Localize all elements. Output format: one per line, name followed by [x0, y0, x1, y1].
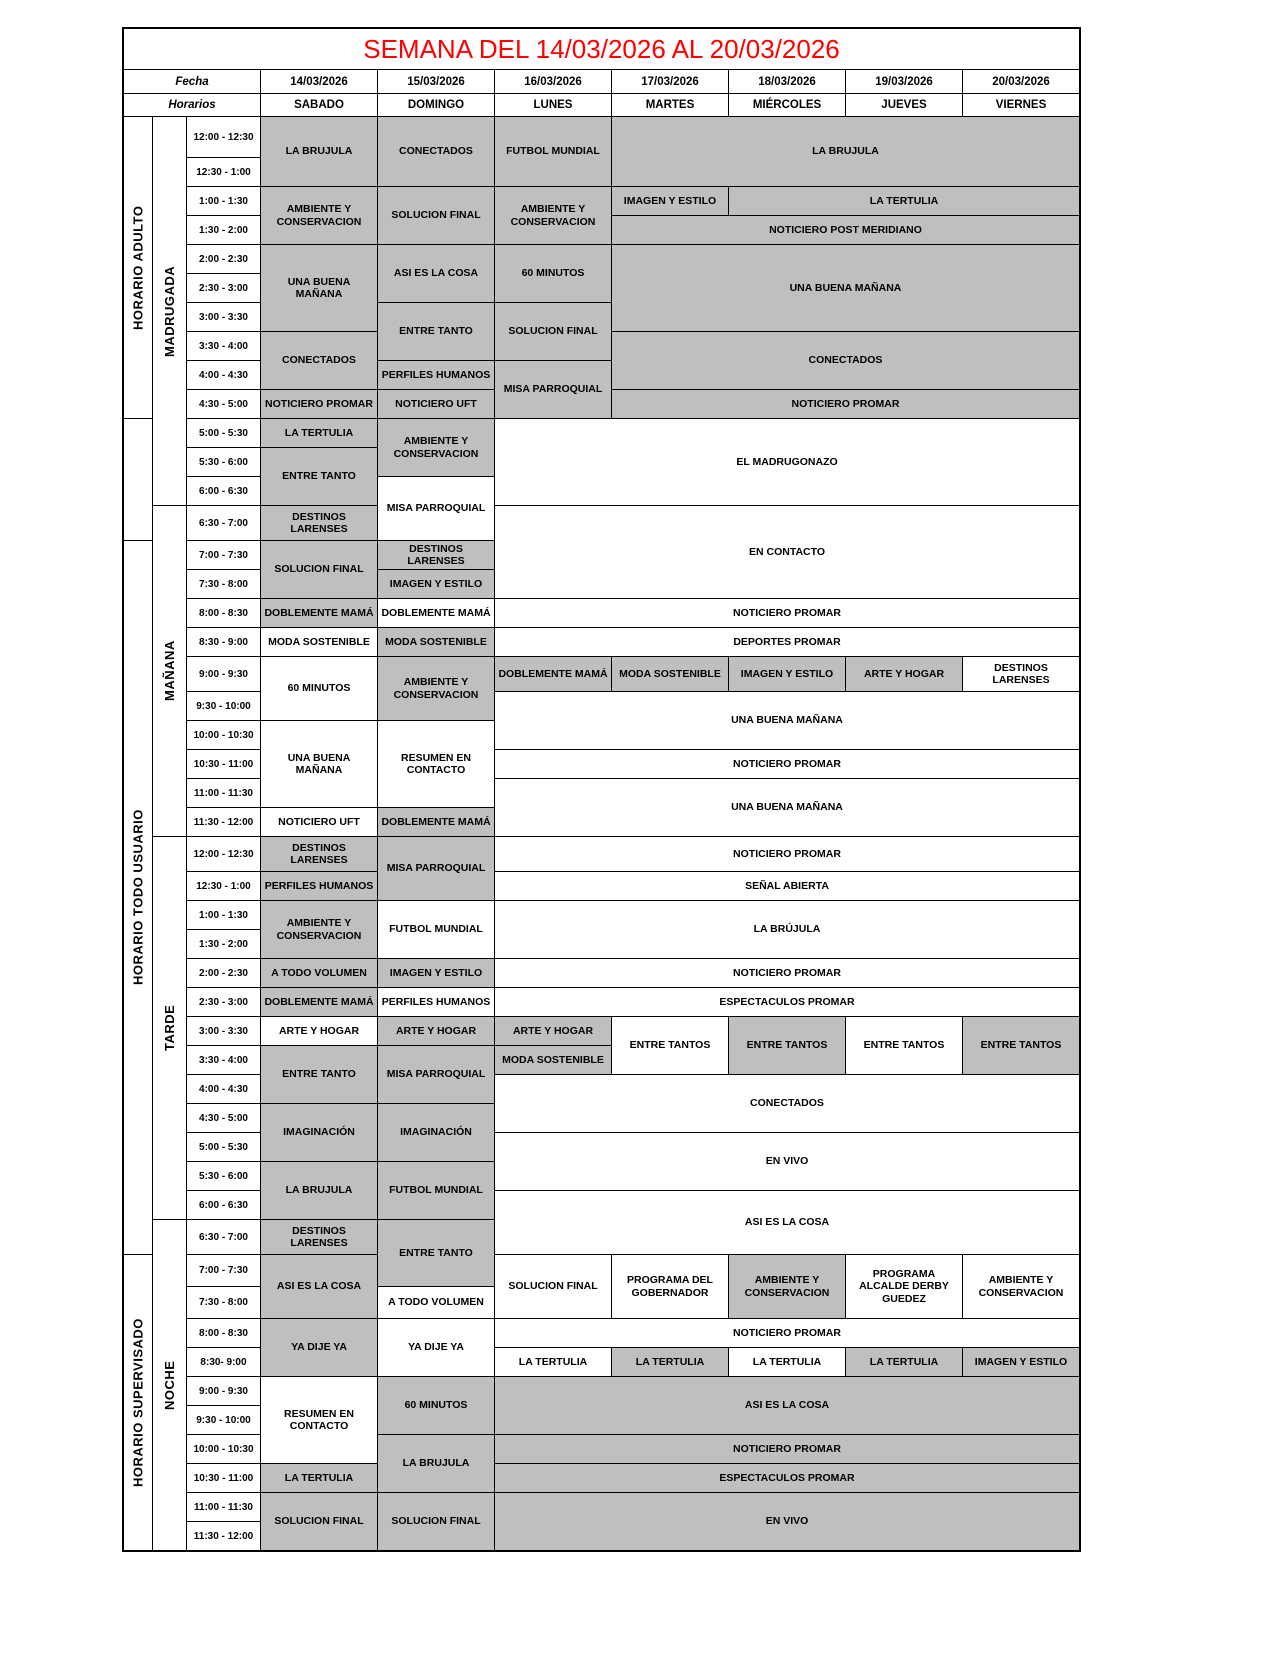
program-cell: SOLUCION FINAL — [378, 1493, 494, 1550]
time-cell: 3:30 - 4:00 — [187, 1046, 260, 1074]
time-cell: 2:00 - 2:30 — [187, 959, 260, 987]
program-cell: PERFILES HUMANOS — [378, 988, 494, 1016]
program-cell: LA BRÚJULA — [495, 901, 1079, 958]
time-cell: 3:30 - 4:00 — [187, 332, 260, 360]
time-cell: 10:30 - 11:00 — [187, 1464, 260, 1492]
program-cell: DOBLEMENTE MAMÁ — [261, 988, 377, 1016]
program-cell: PERFILES HUMANOS — [378, 361, 494, 389]
program-cell: UNA BUENA MAÑANA — [495, 692, 1079, 749]
date-header: 18/03/2026 — [729, 70, 845, 93]
program-cell: AMBIENTE Y CONSERVACION — [261, 901, 377, 958]
program-cell: MODA SOSTENIBLE — [612, 657, 728, 691]
program-cell: EN CONTACTO — [495, 506, 1079, 598]
program-cell: AMBIENTE Y CONSERVACION — [963, 1255, 1079, 1318]
horarios-row-label: Horarios — [124, 94, 260, 116]
time-cell: 12:30 - 1:00 — [187, 158, 260, 186]
program-cell: LA BRUJULA — [261, 117, 377, 186]
program-cell: NOTICIERO POST MERIDIANO — [612, 216, 1079, 244]
date-header: 15/03/2026 — [378, 70, 494, 93]
day-header: DOMINGO — [378, 94, 494, 116]
time-cell: 11:30 - 12:00 — [187, 1522, 260, 1550]
program-cell: LA TERTULIA — [846, 1348, 962, 1376]
program-cell: DESTINOS LARENSES — [963, 657, 1079, 691]
time-cell: 8:00 - 8:30 — [187, 599, 260, 627]
program-cell: ASI ES LA COSA — [495, 1191, 1079, 1254]
program-cell: NOTICIERO PROMAR — [495, 599, 1079, 627]
time-cell: 6:00 - 6:30 — [187, 1191, 260, 1219]
program-cell: LA TERTULIA — [261, 419, 377, 447]
program-cell: NOTICIERO PROMAR — [261, 390, 377, 418]
program-cell: NOTICIERO PROMAR — [612, 390, 1079, 418]
program-cell: LA TERTULIA — [612, 1348, 728, 1376]
program-cell: IMAGEN Y ESTILO — [963, 1348, 1079, 1376]
time-cell: 6:30 - 7:00 — [187, 506, 260, 540]
program-cell: RESUMEN EN CONTACTO — [378, 721, 494, 807]
time-cell: 2:30 - 3:00 — [187, 988, 260, 1016]
time-cell: 11:30 - 12:00 — [187, 808, 260, 836]
program-cell: DOBLEMENTE MAMÁ — [378, 599, 494, 627]
day-header: MIÉRCOLES — [729, 94, 845, 116]
program-cell: SOLUCION FINAL — [261, 541, 377, 598]
daypart-label: TARDE — [153, 837, 186, 1219]
daypart-label: NOCHE — [153, 1220, 186, 1550]
time-cell: 8:30 - 9:00 — [187, 628, 260, 656]
program-cell: ESPECTACULOS PROMAR — [495, 988, 1079, 1016]
program-cell: IMAGEN Y ESTILO — [378, 570, 494, 598]
program-cell: ASI ES LA COSA — [261, 1255, 377, 1318]
rating-section-label: HORARIO TODO USUARIO — [124, 541, 152, 1254]
program-cell: MODA SOSTENIBLE — [495, 1046, 611, 1074]
program-cell: NOTICIERO PROMAR — [495, 837, 1079, 871]
program-cell: LA TERTULIA — [729, 187, 1079, 215]
program-cell: UNA BUENA MAÑANA — [495, 779, 1079, 836]
program-cell: RESUMEN EN CONTACTO — [261, 1377, 377, 1463]
program-cell: 60 MINUTOS — [378, 1377, 494, 1434]
time-cell: 7:00 - 7:30 — [187, 541, 260, 569]
rating-section-label: HORARIO SUPERVISADO — [124, 1255, 152, 1550]
date-header: 20/03/2026 — [963, 70, 1079, 93]
program-cell: SOLUCION FINAL — [495, 303, 611, 360]
schedule-sheet — [122, 27, 1081, 1552]
program-cell: MISA PARROQUIAL — [495, 361, 611, 418]
program-cell: PROGRAMA DEL GOBERNADOR — [612, 1255, 728, 1318]
time-cell: 4:00 - 4:30 — [187, 1075, 260, 1103]
program-cell: CONECTADOS — [378, 117, 494, 186]
time-cell: 8:00 - 8:30 — [187, 1319, 260, 1347]
program-cell: DESTINOS LARENSES — [378, 541, 494, 569]
time-cell: 10:00 - 10:30 — [187, 1435, 260, 1463]
program-cell: ARTE Y HOGAR — [261, 1017, 377, 1045]
time-cell: 9:30 - 10:00 — [187, 692, 260, 720]
time-cell: 1:30 - 2:00 — [187, 216, 260, 244]
program-cell: DOBLEMENTE MAMÁ — [378, 808, 494, 836]
program-cell: FUTBOL MUNDIAL — [378, 901, 494, 958]
day-header: MARTES — [612, 94, 728, 116]
time-cell: 12:00 - 12:30 — [187, 117, 260, 157]
time-cell: 12:30 - 1:00 — [187, 872, 260, 900]
time-cell: 6:30 - 7:00 — [187, 1220, 260, 1254]
program-cell: DESTINOS LARENSES — [261, 837, 377, 871]
program-cell: IMAGINACIÓN — [261, 1104, 377, 1161]
program-cell: NOTICIERO PROMAR — [495, 959, 1079, 987]
program-cell: AMBIENTE Y CONSERVACION — [378, 657, 494, 720]
program-cell: ENTRE TANTO — [378, 1220, 494, 1286]
program-cell: IMAGEN Y ESTILO — [378, 959, 494, 987]
program-cell: DESTINOS LARENSES — [261, 1220, 377, 1254]
daypart-label: MADRUGADA — [153, 117, 186, 505]
program-cell: LA TERTULIA — [261, 1464, 377, 1492]
daypart-label: MAÑANA — [153, 506, 186, 836]
program-cell: IMAGEN Y ESTILO — [729, 657, 845, 691]
program-cell: EL MADRUGONAZO — [495, 419, 1079, 505]
program-cell: PERFILES HUMANOS — [261, 872, 377, 900]
program-cell: AMBIENTE Y CONSERVACION — [495, 187, 611, 244]
time-cell: 4:00 - 4:30 — [187, 361, 260, 389]
program-cell: A TODO VOLUMEN — [261, 959, 377, 987]
program-cell: NOTICIERO UFT — [261, 808, 377, 836]
time-cell: 1:00 - 1:30 — [187, 901, 260, 929]
program-cell: SEÑAL ABIERTA — [495, 872, 1079, 900]
program-cell: DESTINOS LARENSES — [261, 506, 377, 540]
page-title: SEMANA DEL 14/03/2026 AL 20/03/2026 — [124, 29, 1079, 69]
program-cell: IMAGEN Y ESTILO — [612, 187, 728, 215]
program-cell: ENTRE TANTO — [261, 1046, 377, 1103]
program-cell: 60 MINUTOS — [495, 245, 611, 302]
time-cell: 12:00 - 12:30 — [187, 837, 260, 871]
time-cell: 4:30 - 5:00 — [187, 390, 260, 418]
time-cell: 9:30 - 10:00 — [187, 1406, 260, 1434]
time-cell: 7:30 - 8:00 — [187, 570, 260, 598]
program-cell: MODA SOSTENIBLE — [261, 628, 377, 656]
program-cell: ENTRE TANTOS — [846, 1017, 962, 1074]
program-cell: ENTRE TANTOS — [963, 1017, 1079, 1074]
program-cell: AMBIENTE Y CONSERVACION — [729, 1255, 845, 1318]
program-cell: A TODO VOLUMEN — [378, 1287, 494, 1318]
program-cell: MODA SOSTENIBLE — [378, 628, 494, 656]
program-cell: IMAGINACIÓN — [378, 1104, 494, 1161]
program-cell: NOTICIERO PROMAR — [495, 1319, 1079, 1347]
time-cell: 5:00 - 5:30 — [187, 419, 260, 447]
time-cell: 4:30 - 5:00 — [187, 1104, 260, 1132]
program-cell: DEPORTES PROMAR — [495, 628, 1079, 656]
program-cell: ARTE Y HOGAR — [846, 657, 962, 691]
time-cell: 5:30 - 6:00 — [187, 1162, 260, 1190]
program-cell: LA BRUJULA — [378, 1435, 494, 1492]
program-cell: UNA BUENA MAÑANA — [261, 245, 377, 331]
program-cell: PROGRAMA ALCALDE DERBY GUEDEZ — [846, 1255, 962, 1318]
program-cell: AMBIENTE Y CONSERVACION — [378, 419, 494, 476]
time-cell: 7:30 - 8:00 — [187, 1287, 260, 1318]
time-cell: 11:00 - 11:30 — [187, 1493, 260, 1521]
time-cell: 9:00 - 9:30 — [187, 657, 260, 691]
program-cell: FUTBOL MUNDIAL — [495, 117, 611, 186]
program-cell: ENTRE TANTO — [261, 448, 377, 505]
program-cell: SOLUCION FINAL — [495, 1255, 611, 1318]
program-cell: UNA BUENA MAÑANA — [261, 721, 377, 807]
program-cell: DOBLEMENTE MAMÁ — [495, 657, 611, 691]
program-cell: LA TERTULIA — [729, 1348, 845, 1376]
program-cell: EN VIVO — [495, 1493, 1079, 1550]
date-header: 17/03/2026 — [612, 70, 728, 93]
time-cell: 11:00 - 11:30 — [187, 779, 260, 807]
program-cell: ARTE Y HOGAR — [378, 1017, 494, 1045]
day-header: SABADO — [261, 94, 377, 116]
day-header: LUNES — [495, 94, 611, 116]
program-cell: CONECTADOS — [261, 332, 377, 389]
time-cell: 5:30 - 6:00 — [187, 448, 260, 476]
time-cell: 2:00 - 2:30 — [187, 245, 260, 273]
program-cell: NOTICIERO PROMAR — [495, 750, 1079, 778]
program-cell: YA DIJE YA — [261, 1319, 377, 1376]
program-cell: LA BRUJULA — [612, 117, 1079, 186]
time-cell: 10:30 - 11:00 — [187, 750, 260, 778]
program-cell: LA TERTULIA — [495, 1348, 611, 1376]
time-cell: 3:00 - 3:30 — [187, 1017, 260, 1045]
program-cell: 60 MINUTOS — [261, 657, 377, 720]
program-cell: MISA PARROQUIAL — [378, 477, 494, 540]
fecha-row-label: Fecha — [124, 70, 260, 93]
program-cell: UNA BUENA MAÑANA — [612, 245, 1079, 331]
time-cell: 7:00 - 7:30 — [187, 1255, 260, 1286]
time-cell: 10:00 - 10:30 — [187, 721, 260, 749]
program-cell: FUTBOL MUNDIAL — [378, 1162, 494, 1219]
program-cell: SOLUCION FINAL — [261, 1493, 377, 1550]
program-cell: ASI ES LA COSA — [495, 1377, 1079, 1434]
program-cell: ASI ES LA COSA — [378, 245, 494, 302]
time-cell: 8:30- 9:00 — [187, 1348, 260, 1376]
date-header: 16/03/2026 — [495, 70, 611, 93]
program-cell: DOBLEMENTE MAMÁ — [261, 599, 377, 627]
program-cell: AMBIENTE Y CONSERVACION — [261, 187, 377, 244]
program-cell: ESPECTACULOS PROMAR — [495, 1464, 1079, 1492]
day-header: VIERNES — [963, 94, 1079, 116]
program-cell: CONECTADOS — [495, 1075, 1079, 1132]
program-cell: MISA PARROQUIAL — [378, 1046, 494, 1103]
empty-section-cell — [124, 419, 152, 540]
date-header: 19/03/2026 — [846, 70, 962, 93]
time-cell: 5:00 - 5:30 — [187, 1133, 260, 1161]
program-cell: NOTICIERO UFT — [378, 390, 494, 418]
program-cell: ARTE Y HOGAR — [495, 1017, 611, 1045]
program-cell: ENTRE TANTOS — [612, 1017, 728, 1074]
date-header: 14/03/2026 — [261, 70, 377, 93]
program-cell: SOLUCION FINAL — [378, 187, 494, 244]
program-cell: NOTICIERO PROMAR — [495, 1435, 1079, 1463]
time-cell: 6:00 - 6:30 — [187, 477, 260, 505]
weekly-schedule-table — [122, 27, 1081, 1552]
time-cell: 9:00 - 9:30 — [187, 1377, 260, 1405]
rating-section-label: HORARIO ADULTO — [124, 117, 152, 418]
time-cell: 1:00 - 1:30 — [187, 187, 260, 215]
time-cell: 1:30 - 2:00 — [187, 930, 260, 958]
program-cell: EN VIVO — [495, 1133, 1079, 1190]
time-cell: 3:00 - 3:30 — [187, 303, 260, 331]
program-cell: ENTRE TANTOS — [729, 1017, 845, 1074]
program-cell: ENTRE TANTO — [378, 303, 494, 360]
program-cell: CONECTADOS — [612, 332, 1079, 389]
program-cell: LA BRUJULA — [261, 1162, 377, 1219]
time-cell: 2:30 - 3:00 — [187, 274, 260, 302]
program-cell: MISA PARROQUIAL — [378, 837, 494, 900]
day-header: JUEVES — [846, 94, 962, 116]
program-cell: YA DIJE YA — [378, 1319, 494, 1376]
